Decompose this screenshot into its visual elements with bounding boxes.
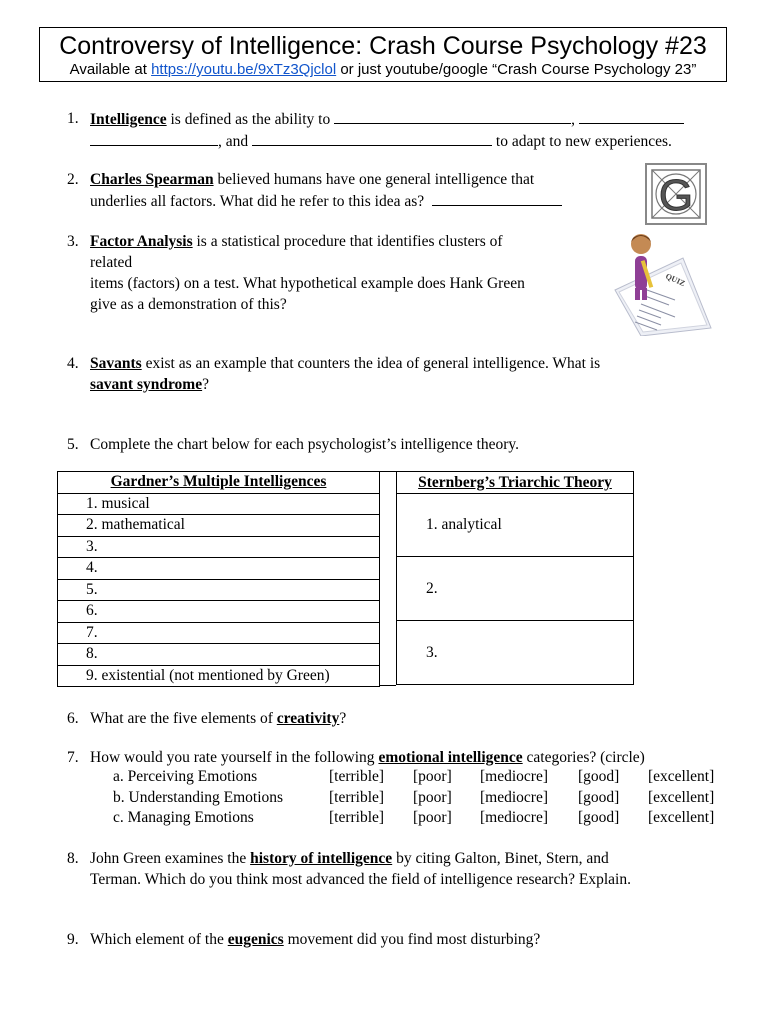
rating-option[interactable]: [poor] <box>413 809 452 826</box>
q3-text-c: items (factors) on a test. What hypothetical example does Hank Green <box>90 275 525 292</box>
q4-text-b: ? <box>202 376 209 393</box>
q2-text-b: underlies all factors. What did he refer to this idea as? <box>90 193 425 210</box>
question-number: 7. <box>67 749 79 766</box>
term-intelligence: Intelligence <box>90 111 167 128</box>
answer-blank[interactable] <box>432 190 562 206</box>
q6-text-b: ? <box>339 710 347 727</box>
q7-text-a: How would you rate yourself in the following <box>90 749 379 766</box>
rating-option[interactable]: [terrible] <box>329 809 385 826</box>
q9-text-b: movement did you find most disturbing? <box>283 931 541 948</box>
available-prefix: Available at <box>69 61 152 78</box>
gardner-row[interactable]: 1. musical <box>58 493 380 515</box>
rating-label: b. Understanding Emotions <box>113 789 284 806</box>
gardner-row[interactable]: 2. mathematical <box>58 515 380 537</box>
term-emotional-intelligence: emotional intelligence <box>378 749 523 766</box>
sternberg-row[interactable]: 2. <box>397 557 634 621</box>
q1-text-b: , and <box>218 133 253 150</box>
rating-option[interactable]: [mediocre] <box>480 789 548 806</box>
term-savant-syndrome: savant syndrome <box>90 376 203 393</box>
gardner-row[interactable]: 5. <box>58 579 380 601</box>
question-number: 4. <box>67 355 79 372</box>
term-savants: Savants <box>90 355 142 372</box>
question-number: 8. <box>67 850 79 867</box>
q9-text-a: Which element of the <box>90 931 228 948</box>
question-number: 5. <box>67 436 79 453</box>
q3-text-b: related <box>90 254 133 271</box>
question-number: 1. <box>67 110 79 127</box>
term-history-of-intelligence: history of intelligence <box>250 850 393 867</box>
answer-blank[interactable] <box>579 108 684 124</box>
gardner-row[interactable]: 6. <box>58 601 380 623</box>
q6-text-a: What are the five elements of <box>90 710 277 727</box>
gardner-row[interactable]: 4. <box>58 558 380 580</box>
rating-option[interactable]: [good] <box>578 768 620 785</box>
svg-text:G: G <box>658 171 694 220</box>
term-charles-spearman: Charles Spearman <box>90 171 214 188</box>
rating-label: a. Perceiving Emotions <box>113 768 258 785</box>
sternberg-header: Sternberg’s Triarchic Theory <box>397 472 634 494</box>
rating-option[interactable]: [poor] <box>413 789 452 806</box>
page-title: Controversy of Intelligence: Crash Course Psychology #23 <box>59 32 707 60</box>
quiz-clipart-icon <box>605 228 715 336</box>
gardner-table <box>57 471 380 687</box>
term-creativity: creativity <box>276 710 340 727</box>
q8-text-c: Terman. Which do you think most advanced the field of intelligence research? Explain. <box>90 871 631 888</box>
q1-text-c: to adapt to new experiences. <box>492 133 672 150</box>
q2-text-a: believed humans have one general intelligence that <box>213 171 535 188</box>
subtitle <box>40 61 726 79</box>
gardner-row[interactable]: 9. existential (not mentioned by Green) <box>58 665 380 687</box>
gardner-row[interactable]: 7. <box>58 622 380 644</box>
sternberg-table <box>396 471 634 685</box>
answer-blank[interactable] <box>334 108 571 124</box>
q8-text-a: John Green examines the <box>90 850 251 867</box>
video-link[interactable]: https://youtu.be/9xTz3Qjclol <box>151 61 337 78</box>
q3-text-a: is a statistical procedure that identifies clusters of <box>192 233 503 250</box>
gardner-row[interactable]: 3. <box>58 536 380 558</box>
rating-option[interactable]: [excellent] <box>648 789 715 806</box>
answer-blank[interactable] <box>90 130 218 146</box>
gardner-header: Gardner’s Multiple Intelligences <box>58 472 380 494</box>
rating-option[interactable]: [terrible] <box>329 768 385 785</box>
g-logo-icon <box>645 163 707 225</box>
rating-option[interactable]: [good] <box>578 809 620 826</box>
rating-option[interactable]: [poor] <box>413 768 452 785</box>
question-number: 2. <box>67 171 79 188</box>
sternberg-row[interactable]: 1. analytical <box>397 494 634 557</box>
rating-option[interactable]: [good] <box>578 789 620 806</box>
question-number: 6. <box>67 710 79 727</box>
q5-text: Complete the chart below for each psychologist’s intelligence theory. <box>90 436 519 453</box>
q4-text-a: exist as an example that counters the idea of general intelligence. What is <box>141 355 601 372</box>
rating-option[interactable]: [excellent] <box>648 768 715 785</box>
q3-text-d: give as a demonstration of this? <box>90 296 287 313</box>
quiz-label: QUIZ <box>664 271 687 289</box>
q1-text-a: is defined as the ability to <box>166 111 335 128</box>
term-eugenics: eugenics <box>227 931 284 948</box>
answer-blank[interactable] <box>252 130 492 146</box>
question-number: 3. <box>67 233 79 250</box>
rating-option[interactable]: [mediocre] <box>480 809 548 826</box>
rating-label: c. Managing Emotions <box>113 809 254 826</box>
rating-option[interactable]: [mediocre] <box>480 768 548 785</box>
table-gap <box>380 471 396 686</box>
term-factor-analysis: Factor Analysis <box>90 233 193 250</box>
q7-text-b: categories? (circle) <box>522 749 645 766</box>
rating-option[interactable]: [terrible] <box>329 789 385 806</box>
available-suffix: or just youtube/google “Crash Course Psychology 23” <box>336 61 697 78</box>
gardner-row[interactable]: 8. <box>58 644 380 666</box>
question-number: 9. <box>67 931 79 948</box>
sternberg-row[interactable]: 3. <box>397 621 634 685</box>
title-box <box>39 27 727 82</box>
rating-option[interactable]: [excellent] <box>648 809 715 826</box>
q8-text-b: by citing Galton, Binet, Stern, and <box>392 850 609 867</box>
